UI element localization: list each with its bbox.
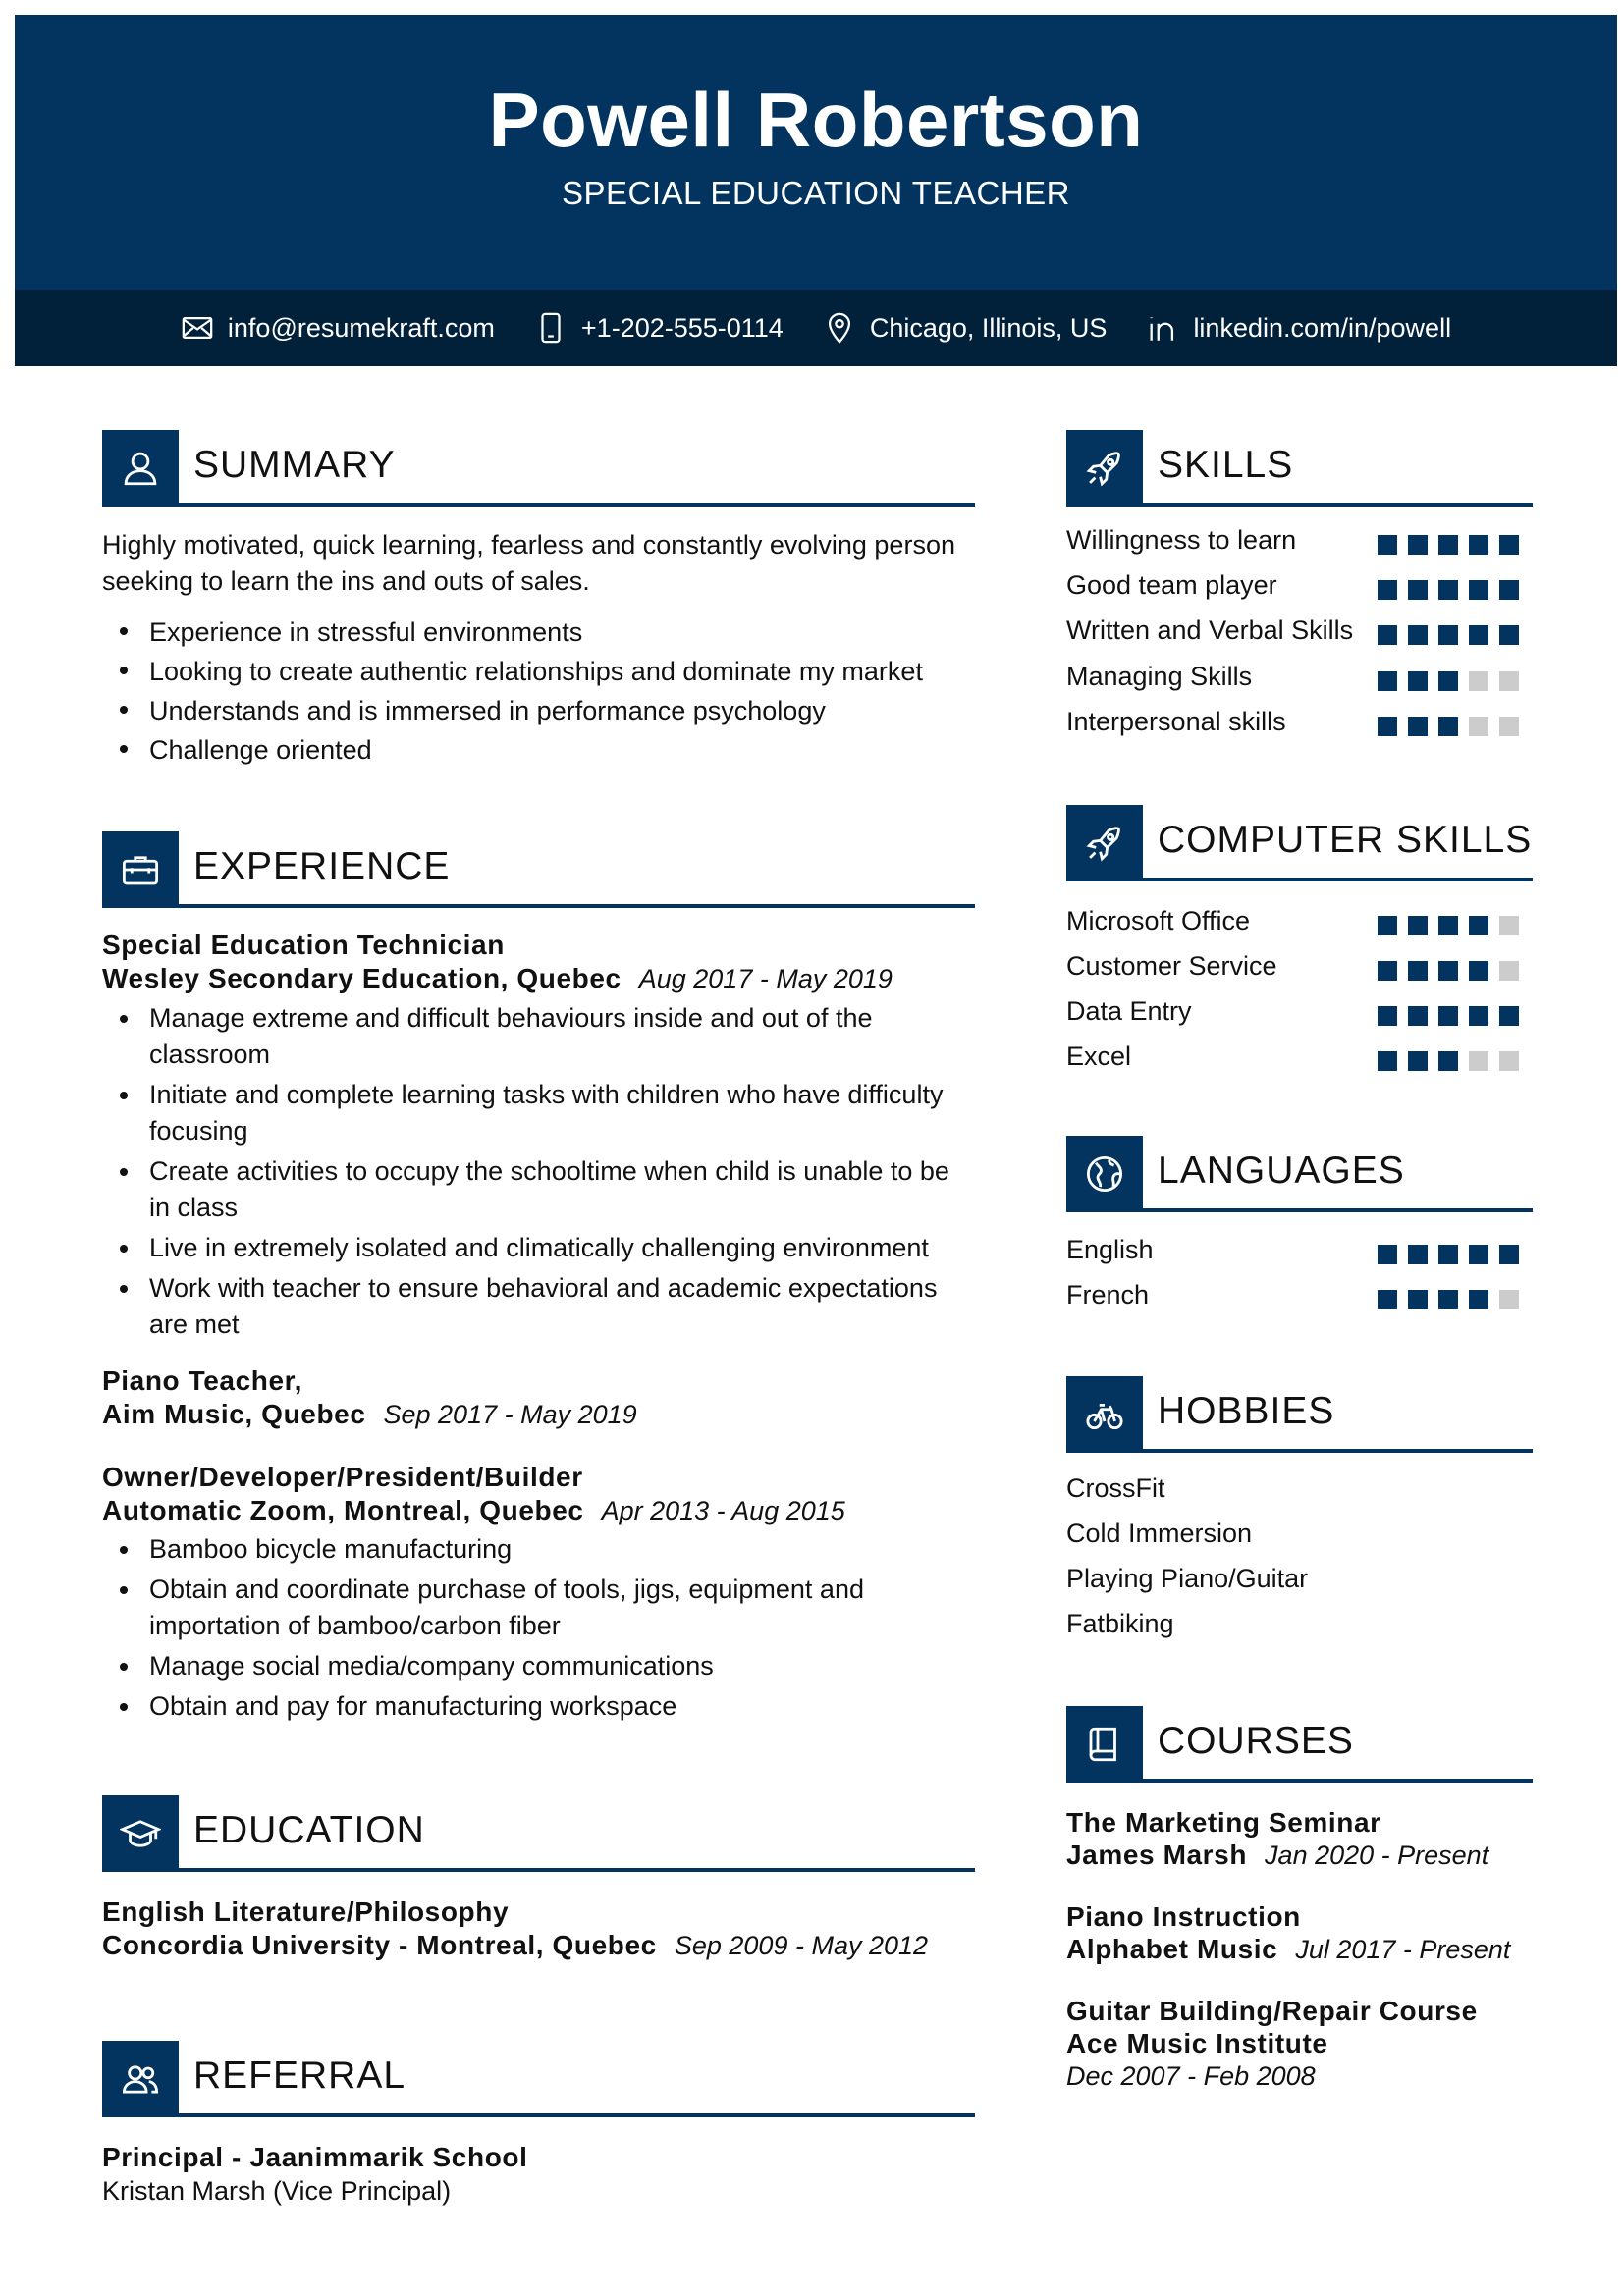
rating-square-filled [1408, 1245, 1428, 1264]
job-date: Aug 2017 - May 2019 [638, 964, 893, 993]
summary-paragraph-line: Highly motivated, quick learning, fearless and constantly evolving person [102, 530, 955, 560]
job-org-line [102, 1399, 637, 1430]
skill-row [1066, 615, 1533, 655]
experience-heading [102, 831, 975, 908]
rating-square-filled [1499, 625, 1519, 645]
skill-row [1066, 906, 1533, 945]
contact-phone-text: +1-202-555-0114 [580, 312, 784, 343]
referral-name: Kristan Marsh (Vice Principal) [102, 2176, 452, 2206]
rating-square-filled [1378, 671, 1397, 691]
phone-icon [534, 311, 568, 345]
job-org-line [102, 1495, 845, 1526]
list-item: Experience in stressful environments [102, 613, 975, 652]
course-date: Jul 2017 - Present [1295, 1935, 1511, 1964]
graduation-cap-icon [120, 1813, 161, 1854]
job-org: Aim Music, Quebec [102, 1399, 366, 1429]
rating-square-filled [1438, 535, 1458, 555]
user-icon [120, 448, 161, 489]
hobbies-heading [1066, 1376, 1533, 1453]
contact-location-text: Chicago, Illinois, US [869, 312, 1108, 343]
rating-square-filled [1438, 1245, 1458, 1264]
courses-title: COURSES [1158, 1720, 1354, 1762]
hobby-item: Playing Piano/Guitar [1066, 1564, 1309, 1593]
computer-skills-heading [1066, 805, 1533, 881]
users-icon [120, 2058, 161, 2100]
list-item: Create activities to occupy the schooltime when child is unable to be in class [102, 1153, 975, 1226]
rating-square-filled [1408, 1006, 1428, 1026]
education-title: EDUCATION [193, 1809, 425, 1851]
hobby-item: CrossFit [1066, 1473, 1165, 1503]
skill-label: Written and Verbal Skills [1066, 615, 1354, 645]
rating-square-filled [1408, 671, 1428, 691]
education-date: Sep 2009 - May 2012 [674, 1931, 929, 1960]
rating-square-empty [1469, 717, 1488, 736]
rating-square-filled [1469, 916, 1488, 935]
computer-skills-title: COMPUTER SKILLS [1158, 819, 1533, 861]
hobby-item: Fatbiking [1066, 1609, 1174, 1638]
skill-rating [1378, 1051, 1519, 1071]
experience-icon-box [102, 831, 179, 908]
bicycle-icon [1084, 1394, 1125, 1435]
rating-square-filled [1378, 1245, 1397, 1264]
skill-rating [1378, 961, 1519, 981]
globe-icon [1084, 1153, 1125, 1195]
job-bullets [102, 1000, 975, 1343]
skill-row [1066, 951, 1533, 990]
rating-square-filled [1408, 535, 1428, 555]
skill-row [1066, 570, 1533, 610]
rating-square-filled [1438, 671, 1458, 691]
skill-rating [1378, 717, 1519, 736]
map-pin-icon [823, 311, 856, 345]
skill-label: Customer Service [1066, 951, 1277, 981]
referral-position: Principal - Jaanimmarik School [102, 2142, 528, 2172]
education-school: Concordia University - Montreal, Quebec [102, 1930, 657, 1960]
courses-heading [1066, 1706, 1533, 1783]
job-title: Owner/Developer/President/Builder [102, 1462, 583, 1492]
rocket-icon [1084, 448, 1125, 489]
skill-row [1066, 707, 1533, 746]
envelope-icon [181, 311, 214, 345]
skill-label: English [1066, 1235, 1154, 1264]
candidate-title: SPECIAL EDUCATION TEACHER [562, 175, 1070, 211]
job-date: Apr 2013 - Aug 2015 [601, 1496, 845, 1525]
rating-square-filled [1499, 535, 1519, 555]
summary-heading [102, 430, 975, 507]
skill-label: Data Entry [1066, 996, 1192, 1026]
rocket-icon [1084, 823, 1125, 864]
rating-square-filled [1408, 580, 1428, 600]
resume-header [15, 15, 1617, 366]
job-org: Wesley Secondary Education, Quebec [102, 963, 622, 993]
rating-square-filled [1378, 535, 1397, 555]
rating-square-empty [1499, 961, 1519, 981]
rating-square-filled [1469, 625, 1488, 645]
skill-row [1066, 996, 1533, 1036]
contact-bar [15, 290, 1617, 366]
skills-heading [1066, 430, 1533, 507]
summary-title: SUMMARY [193, 444, 396, 486]
skill-rating [1378, 580, 1519, 600]
rating-square-filled [1499, 1245, 1519, 1264]
languages-heading [1066, 1136, 1533, 1212]
course-org: James Marsh [1066, 1840, 1248, 1870]
course-title: The Marketing Seminar [1066, 1807, 1381, 1838]
rating-square-filled [1378, 961, 1397, 981]
job-title: Piano Teacher, [102, 1365, 302, 1396]
languages-rule [1143, 1208, 1533, 1212]
rating-square-filled [1438, 580, 1458, 600]
list-item: Obtain and coordinate purchase of tools, jigs, equipment and importation of bamboo/carbon fiber [102, 1572, 975, 1644]
rating-square-filled [1378, 1006, 1397, 1026]
referral-rule [179, 2113, 975, 2117]
job-title: Special Education Technician [102, 930, 505, 960]
hobby-item: Cold Immersion [1066, 1519, 1253, 1548]
rating-square-filled [1438, 961, 1458, 981]
skill-label: French [1066, 1280, 1150, 1309]
rating-square-filled [1378, 717, 1397, 736]
hobbies-rule [1143, 1449, 1533, 1453]
hobbies-title: HOBBIES [1158, 1390, 1335, 1432]
contact-email-text: info@resumekraft.com [227, 312, 495, 343]
rating-square-filled [1469, 1290, 1488, 1309]
rating-square-filled [1408, 1290, 1428, 1309]
languages-title: LANGUAGES [1158, 1149, 1405, 1192]
course-date: Dec 2007 - Feb 2008 [1066, 2061, 1316, 2091]
rating-square-filled [1378, 1290, 1397, 1309]
skill-label: Managing Skills [1066, 662, 1253, 691]
rating-square-empty [1469, 671, 1488, 691]
summary-bullets [102, 613, 975, 770]
languages-icon-box [1066, 1136, 1143, 1212]
contact-linkedin-text: linkedin.com/in/powell [1193, 312, 1452, 343]
rating-square-filled [1469, 1006, 1488, 1026]
linkedin-icon [1146, 311, 1179, 345]
skill-rating [1378, 916, 1519, 935]
skill-row [1066, 1041, 1533, 1081]
skill-label: Excel [1066, 1041, 1132, 1071]
experience-title: EXPERIENCE [193, 845, 451, 887]
list-item: Work with teacher to ensure behavioral and academic expectations are met [102, 1270, 975, 1343]
contact-phone[interactable] [534, 311, 784, 345]
rating-square-empty [1499, 1051, 1519, 1071]
rating-square-filled [1378, 625, 1397, 645]
rating-square-filled [1438, 1290, 1458, 1309]
skill-rating [1378, 671, 1519, 691]
job-date: Sep 2017 - May 2019 [383, 1400, 637, 1429]
list-item: Obtain and pay for manufacturing workspace [102, 1688, 975, 1725]
course-title: Guitar Building/Repair Course [1066, 1996, 1478, 2026]
contact-location[interactable] [823, 311, 1108, 345]
list-item: Understands and is immersed in performance psychology [102, 691, 975, 730]
rating-square-filled [1438, 625, 1458, 645]
rating-square-filled [1408, 625, 1428, 645]
course-org-line [1066, 1840, 1488, 1871]
list-item: Manage extreme and difficult behaviours inside and out of the classroom [102, 1000, 975, 1073]
rating-square-filled [1408, 717, 1428, 736]
summary-paragraph [102, 527, 975, 600]
rating-square-filled [1438, 916, 1458, 935]
rating-square-empty [1499, 1290, 1519, 1309]
rating-square-empty [1499, 717, 1519, 736]
job-org-line [102, 963, 893, 994]
list-item: Challenge oriented [102, 730, 975, 770]
referral-icon-box [102, 2041, 179, 2117]
rating-square-filled [1469, 1245, 1488, 1264]
skill-row [1066, 1280, 1533, 1319]
education-rule [179, 1868, 975, 1872]
courses-rule [1143, 1779, 1533, 1783]
job-org: Automatic Zoom, Montreal, Quebec [102, 1495, 584, 1525]
rating-square-filled [1438, 1006, 1458, 1026]
computer-skills-icon-box [1066, 805, 1143, 881]
summary-paragraph-line: seeking to learn the ins and outs of sales. [102, 566, 590, 596]
education-school-line [102, 1930, 928, 1961]
referral-title: REFERRAL [193, 2055, 406, 2097]
skill-rating [1378, 625, 1519, 645]
skill-rating [1378, 1006, 1519, 1026]
experience-rule [179, 904, 975, 908]
rating-square-filled [1499, 1006, 1519, 1026]
summary-rule [179, 503, 975, 507]
education-heading [102, 1795, 975, 1872]
skill-rating [1378, 535, 1519, 555]
rating-square-filled [1408, 961, 1428, 981]
skills-title: SKILLS [1158, 444, 1294, 486]
job-bullets [102, 1531, 975, 1725]
skill-rating [1378, 1290, 1519, 1309]
contact-email[interactable] [181, 311, 495, 345]
contact-linkedin[interactable] [1146, 311, 1451, 345]
computer-skills-rule [1143, 878, 1533, 881]
referral-heading [102, 2041, 975, 2117]
course-org: Ace Music Institute [1066, 2028, 1328, 2058]
rating-square-filled [1438, 1051, 1458, 1071]
list-item: Looking to create authentic relationships and dominate my market [102, 652, 975, 691]
skills-icon-box [1066, 430, 1143, 507]
candidate-name: Powell Robertson [488, 77, 1144, 163]
courses-icon-box [1066, 1706, 1143, 1783]
rating-square-filled [1378, 916, 1397, 935]
rating-square-filled [1469, 961, 1488, 981]
course-org: Alphabet Music [1066, 1934, 1278, 1964]
list-item: Live in extremely isolated and climatically challenging environment [102, 1230, 975, 1266]
course-title: Piano Instruction [1066, 1901, 1301, 1932]
rating-square-empty [1499, 671, 1519, 691]
skill-label: Good team player [1066, 570, 1277, 600]
rating-square-empty [1469, 1051, 1488, 1071]
skill-row [1066, 1235, 1533, 1274]
rating-square-filled [1408, 1051, 1428, 1071]
skill-row [1066, 525, 1533, 564]
course-date: Jan 2020 - Present [1265, 1841, 1489, 1870]
skill-label: Interpersonal skills [1066, 707, 1286, 736]
skill-label: Microsoft Office [1066, 906, 1251, 935]
education-icon-box [102, 1795, 179, 1872]
skill-row [1066, 662, 1533, 701]
rating-square-empty [1499, 916, 1519, 935]
education-degree: English Literature/Philosophy [102, 1896, 510, 1927]
skill-label: Willingness to learn [1066, 525, 1297, 555]
course-date-line [1066, 2060, 1316, 2092]
briefcase-icon [120, 849, 161, 890]
rating-square-filled [1469, 580, 1488, 600]
summary-icon-box [102, 430, 179, 507]
rating-square-filled [1438, 717, 1458, 736]
course-org-line [1066, 1934, 1510, 1965]
rating-square-filled [1469, 535, 1488, 555]
list-item: Initiate and complete learning tasks with children who have difficulty focusing [102, 1077, 975, 1149]
hobbies-icon-box [1066, 1376, 1143, 1453]
book-icon [1084, 1724, 1125, 1765]
rating-square-filled [1378, 580, 1397, 600]
skills-rule [1143, 503, 1533, 507]
rating-square-filled [1499, 580, 1519, 600]
rating-square-filled [1408, 916, 1428, 935]
rating-square-filled [1378, 1051, 1397, 1071]
list-item: Manage social media/company communications [102, 1648, 975, 1684]
skill-rating [1378, 1245, 1519, 1264]
list-item: Bamboo bicycle manufacturing [102, 1531, 975, 1568]
